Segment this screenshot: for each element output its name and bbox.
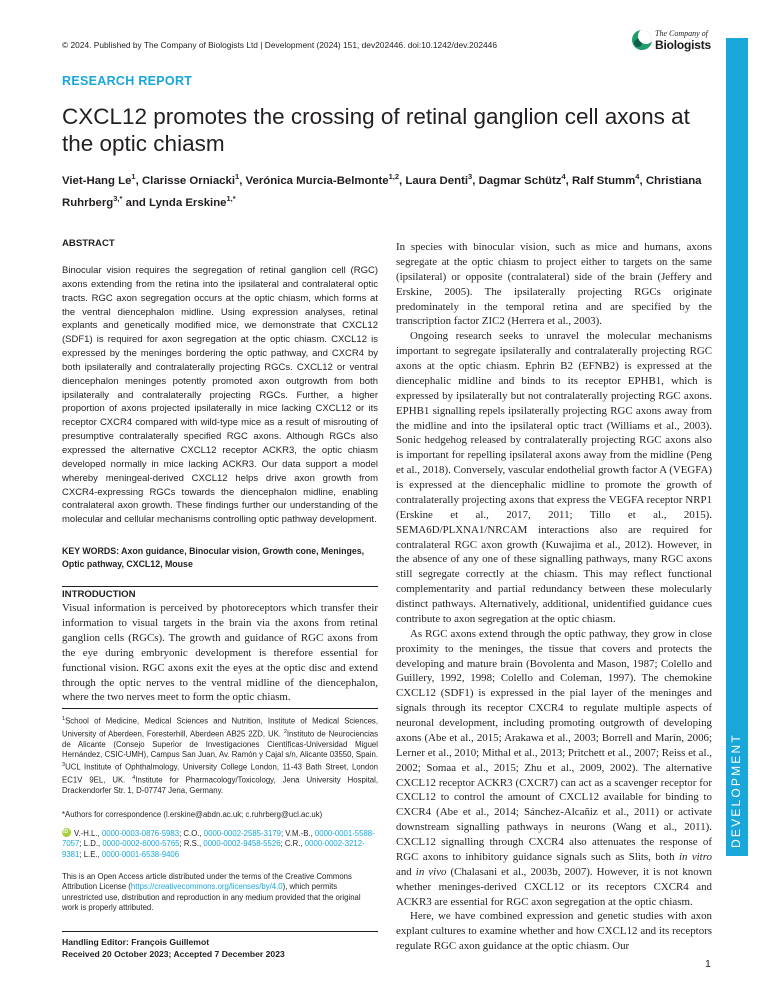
author-list: Viet-Hang Le$^1$, Clarisse Orniacki$^1$, Verónica Murcia-Belmonte$^{1,2}$, Laura Denti$^3$, Dagmar Schütz$^4$, Ralf Stumm$^4$, Christiana Ruhrberg$^{3,*}$ and Lynda Erskine$^{1,*}$: [62, 172, 702, 209]
logo-text-line2: Biologists: [655, 38, 712, 52]
conjunction: and: [396, 865, 416, 878]
orcid-author-initials: C.R.,: [284, 839, 305, 849]
orcid-author-initials: L.E.,: [83, 849, 102, 859]
author-name: Ralf Stumm: [572, 174, 636, 187]
article-title: CXCL12 promotes the crossing of retinal ganglion cell axons at the optic chiasm: [62, 104, 690, 156]
author-affiliation-marker: 1: [235, 172, 240, 181]
author-name: Lynda Erskine: [149, 196, 227, 209]
body-paragraph: In species with binocular vision, such as mice and humans, axons segregate at the optic chiasm to project either to targets on the same (ipsilateral) or opposite (contralateral) side of the brain (Jeffery and Erskine, 2005). The ipsilaterally projecting RGCs originate predominately in the temporal retina and are specified by the transcription factor ZIC2 (Herrera et al., 2003).: [396, 241, 712, 328]
orcid-author-initials: L.D.,: [83, 839, 103, 849]
introduction-heading: INTRODUCTION: [62, 589, 136, 600]
logo-icon: [632, 30, 652, 50]
author-name: Christiana Ruhrberg: [62, 174, 702, 209]
orcid-author-initials: V.M.-B.,: [285, 829, 315, 838]
affiliation-text: Instituto de Neurociencias de Alicante (Consejo Superior de Investigaciones Científicas-Universidad Miguel Hernández, CSIC-UMH), Campus San Juan, Av. Ramón y Cajal s/n, Alicante 03550, Spain.: [62, 729, 378, 760]
divider: [62, 586, 378, 587]
editorial-info: [62, 936, 378, 960]
orcid-author-initials: V.-H.L.,: [74, 829, 102, 838]
affiliation-text: UCL Institute of Ophthalmology, University College London, 11-43 Bath Street, London EC1V 9EL, UK.: [62, 762, 378, 785]
license-notice: [62, 872, 378, 913]
author-name: Laura Denti: [405, 174, 469, 187]
journal-citation: © 2024. Published by The Company of Biologists Ltd | Development (2024) 151, dev202446. doi:10.1242/dev.202446: [62, 40, 497, 50]
affiliation-marker: 2: [283, 728, 287, 735]
orcid-link[interactable]: 0000-0002-2585-3179: [203, 829, 281, 838]
abstract-heading: ABSTRACT: [62, 238, 115, 249]
orcid-link[interactable]: 0000-0002-3212-9381: [62, 839, 365, 859]
orcid-link[interactable]: 0000-0001-5588-7057: [62, 829, 375, 849]
affiliation-text: School of Medicine, Medical Sciences and Nutrition, Institute of Medical Sciences, University of Aberdeen, Foresterhill, Aberdeen AB25 2ZD, UK.: [62, 716, 378, 739]
license-link[interactable]: https://creativecommons.org/licenses/by/4.0: [130, 882, 283, 892]
license-text-after: ), which permits unrestricted use, distribution and reproduction in any medium provided that the original work is properly attributed.: [62, 882, 361, 912]
body-paragraph-text: As RGC axons extend through the optic pathway, they grow in close proximity to the meninges, the tissue that covers and protects the developing and mature brain (Bovolenta and Mason, 1987; Colello and Guillery, 1992, 1998; Colello and Coleman, 1997). The chemokine CXCL12 (SDF1) is expressed in the pial layer of the meninges and signals through its receptor CXCR4 to regulate multiple aspects of neuronal development, including promoting outgrowth of developing axons (Abe et al., 2015; Arakawa et al., 2003; Borrell and Marín, 2006; Lerner et al., 2010; Mithal et al., 2013; Pritchett et al., 2007; Reiss et al., 2002; Somaa et al., 2015; Zhu et al., 2009, 2002). The alternative CXCL12 receptor ACKR3 (CXCR7) can act as a scavenger receptor for CXCL12 to control the amount of CXCL12 available for binding to CXCR4 (Abe et al., 2014; Sánchez-Alcañiz et al., 2011) or activate downstream signalling pathways in neurons (Wang et al., 2011). CXCL12 signalling through CXCR4 also attenuates the response of RGC axons to inhibitory guidance signals such as Slits, both: [396, 627, 712, 863]
orcid-link[interactable]: 0000-0002-9458-5526: [203, 839, 281, 849]
orcid-link[interactable]: 0000-0003-0876-5983: [101, 829, 180, 838]
body-paragraph: Ongoing research seeks to unravel the molecular mechanisms important to segregate ipsilaterally and contralaterally projecting RGC axons at the optic chiasm. Ephrin B2 (EFNB2) is expressed at the diencephalic midline and binds to its receptor EPHB1, which is expressed by ipsilaterally but not contralaterally projecting RGC axons. EPHB1 signalling repels ipsilaterally projecting RGC axons away from the midline and into the ipsilateral optic tract (Williams et al., 2003). Sonic hedgehog released by contralaterally projecting RGC axons also is important for repelling ipsilateral axons away from the midline (Peng et al., 2018). Conversely, vascular endothelial growth factor A (VEGFA) is expressed at the diencephalic midline to promote the growth of contralaterally projecting axons that express the VEGFA receptor NRP1 (Erskine et al., 2017, 2011; Tillo et al., 2015). SEMA6D/PLXNA1/NRCAM interactions also are required for contralateral RGC axon growth (Kuwajima et al., 2012). However, in the absence of any one of these signalling pathways, many RGC axons still segregate correctly at the chiasm. This may reflect functional complementarity and partial redundancy between these molecularly distinct pathways. Alternatively, additional, unidentified guidance cues contribute to axon segregation at the optic chiasm.: [396, 330, 712, 625]
publisher-logo[interactable]: [632, 28, 728, 58]
handling-editor: Handling Editor: François Guillemot: [62, 937, 210, 947]
body-paragraph-text: (Chalasani et al., 2003b, 2007). However, it is not known whether meninges-derived CXCL12 or its receptors CXCR4 and ACKR3 are essential for RGC axon segregation at the optic chiasm.: [396, 865, 713, 908]
author-name: Verónica Murcia-Belmonte: [245, 174, 389, 187]
orcid-author-initials: C.O.,: [183, 829, 204, 838]
orcid-link[interactable]: 0000-0001-6538-9406: [101, 849, 180, 859]
correspondence: *Authors for correspondence (l.erskine@abdn.ac.uk; c.ruhrberg@ucl.ac.uk): [62, 810, 323, 819]
italic-term: in vitro: [678, 850, 712, 863]
author-affiliation-marker: 4: [635, 172, 640, 181]
italic-term: in vivo: [415, 865, 447, 878]
introduction-text: Visual information is perceived by photoreceptors which transfer their information to visual targets in the brain via the axons from retinal ganglion cells (RGCs). The growth and guidance of RGC axons from the eye during embryonic development is therefore essential for functional vision. RGC axons exit the eyes at the optic disc and extend through the optic nerves to the ventral midline of the diencephalon, where the two nerves meet to form the optic chiasm.: [62, 602, 378, 704]
article-type-label: RESEARCH REPORT: [62, 74, 193, 88]
author-affiliation-marker: 3,*: [113, 193, 123, 203]
body-paragraph: [396, 627, 712, 910]
author-affiliation-marker: 1: [131, 172, 136, 181]
author-affiliation-marker: 4: [561, 172, 566, 181]
body-text-right-column: [396, 240, 712, 954]
journal-sidebar-label: DEVELOPMENT: [729, 733, 743, 848]
author-affiliation-marker: 1,2: [388, 172, 400, 181]
orcid-list: iDV.-H.L., 0000-0003-0876-5983; C.O., 0000-0002-2585-3179; V.M.-B., 0000-0001-5588-7057; L.D., 0000-0002-6000-5765; R.S., 0000-0002-9458-5526; C.R., 0000-0002-3212-9381; L.E., 0000-0001-6538-9406: [62, 828, 378, 860]
orcid-link[interactable]: 0000-0002-6000-5765: [102, 839, 180, 849]
author-name: Dagmar Schütz: [478, 174, 562, 187]
logo-text-line1: The Company of: [655, 29, 708, 38]
affiliations: [62, 714, 378, 796]
author-name: Viet-Hang Le: [62, 174, 132, 187]
author-affiliation-marker: 1,*: [226, 193, 236, 203]
keywords: KEY WORDS: Axon guidance, Binocular vision, Growth cone, Meninges, Optic pathway, CXCL12, Mouse: [62, 546, 365, 569]
affiliation-text: Institute for Pharmacology/Toxicology, Jena University Hospital, Drackendorfer Str. 1, D-07747 Jena, Germany.: [62, 775, 378, 796]
author-affiliation-marker: 3: [468, 172, 473, 181]
affiliation-marker: 1: [62, 716, 66, 722]
abstract-text: Binocular vision requires the segregation of retinal ganglion cell (RGC) axons extending from the retina into the ipsilateral and contralateral optic tracts. RGC axon segregation occurs at the optic chiasm, which forms at the ventral diencephalon midline. Using expression analyses, retinal explants and genetically modified mice, we demonstrate that CXCL12 (SDF1) is required for axon segregation at the optic chiasm. CXCL12 is expressed by the meninges bordering the optic pathway, and CXCR4 by both ipsilaterally and contralaterally projecting RGCs. CXCL12 or ventral diencephalon meninges potently promoted axon outgrowth from both ipsilaterally and contralaterally projecting RGCs. Further, a higher proportion of axons projected ipsilaterally in mice lacking CXCL12 or its receptor CXCR4 compared with wild-type mice as a result of misrouting of presumptive contralaterally specified RGC axons. Although RGCs also expressed the alternative CXCL12 receptor ACKR3, the optic chiasm developed normally in mice lacking ACKR3. Our data support a model whereby meningeal-derived CXCL12 helps drive axon growth from CXCR4-expressing RGCs towards the diencephalon midline, enabling contralateral axon growth. These findings further our understanding of the molecular and cellular mechanisms controlling optic pathway development.: [62, 265, 378, 526]
page-number: 1: [705, 958, 711, 970]
author-name: Clarisse Orniacki: [141, 174, 236, 187]
received-accepted-dates: Received 20 October 2023; Accepted 7 December 2023: [62, 949, 285, 959]
orcid-author-initials: R.S.,: [183, 839, 204, 849]
divider: [62, 931, 378, 932]
affiliation-marker: 3: [62, 762, 66, 769]
divider: [62, 708, 378, 709]
body-paragraph: Here, we have combined expression and genetic studies with axon explant cultures to examine whether and how CXCL12 and its receptors regulate RGC axon guidance at the optic chiasm. Our: [396, 910, 712, 953]
orcid-icon: [62, 828, 71, 837]
affiliation-marker: 4: [132, 775, 136, 782]
license-text-before: This is an Open Access article distributed under the terms of the Creative Commons Attribution License (: [62, 872, 352, 892]
